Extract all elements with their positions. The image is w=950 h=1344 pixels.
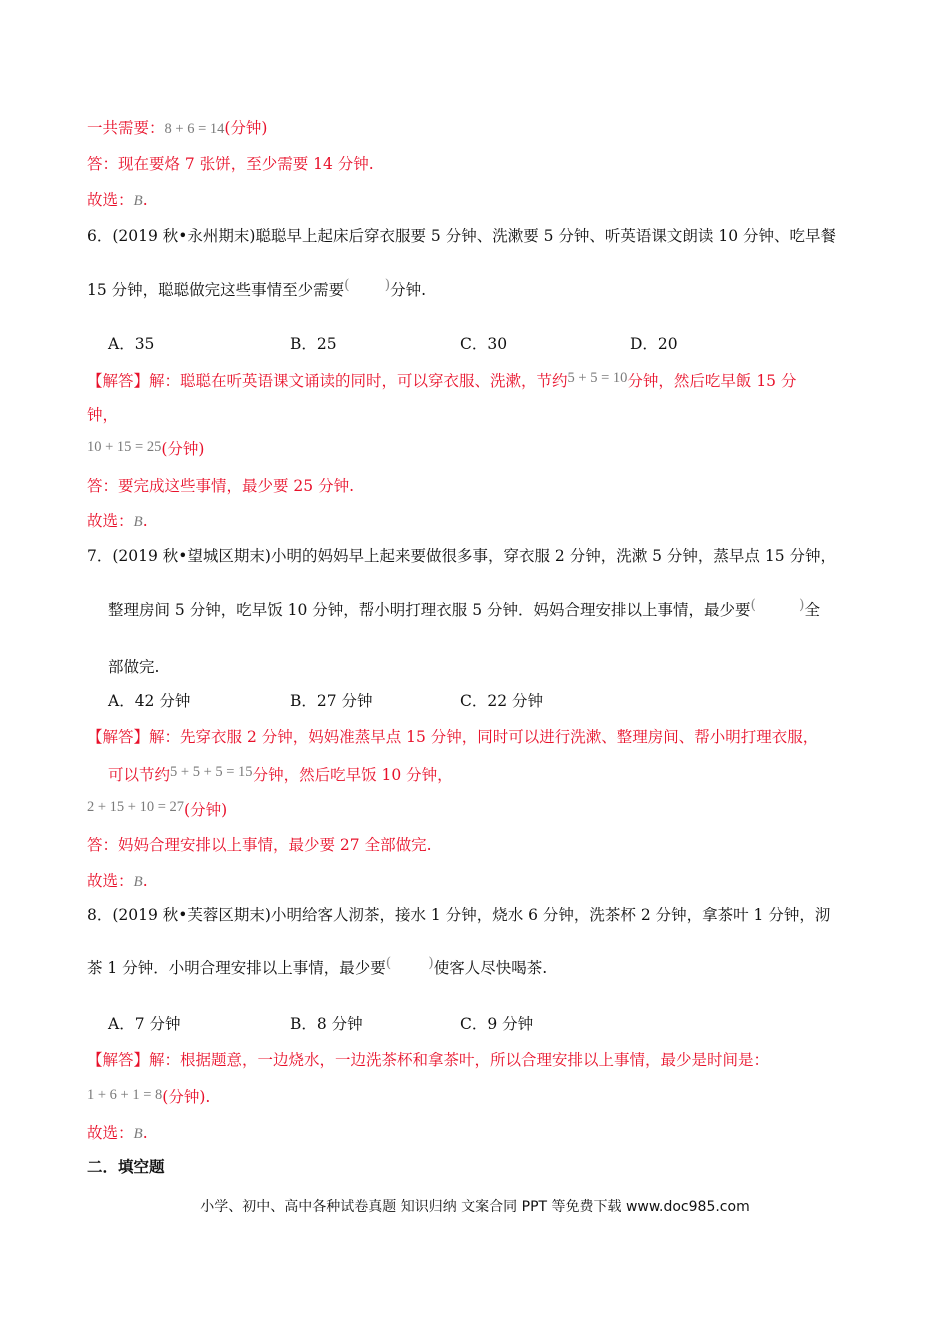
q6-solution-line2: 钟， [87,406,119,424]
solution-tag: 【解答】 [87,372,150,390]
q7-solution-line1: 【解答】解：先穿衣服 2 分钟，妈妈准蒸早点 15 分钟，同时可以进行洗漱、整理房间、帮小明打理衣服， [87,728,819,746]
q7-choose: 故选：B. [87,872,148,890]
q7-answer: 答：妈妈合理安排以上事情，最少要 27 全部做完. [87,836,432,854]
solution-tag: 【解答】 [87,728,150,746]
q7-option-b: B．27 分钟 [290,692,373,710]
choose-5: 故选：B. [87,191,148,209]
answer-blank: ( ) [385,955,434,971]
q8-option-c: C．9 分钟 [460,1015,534,1033]
q8-option-b: B．8 分钟 [290,1015,363,1033]
q8-stem-line1: 8．(2019 秋•芙蓉区期末)小明给客人沏茶，接水 1 分钟，烧水 6 分钟，洗茶杯 2 分钟，拿茶叶 1 分钟，沏 [87,906,831,924]
total-label: 一共需要： [87,119,165,137]
q8-solution-line1: 【解答】解：根据题意，一边烧水，一边洗茶杯和拿茶叶，所以合理安排以上事情，最少是时间是： [87,1051,770,1069]
solution-tag: 【解答】 [87,1051,150,1069]
q6-stem-line1: 6．(2019 秋•永州期末)聪聪早上起床后穿衣服要 5 分钟、洗漱要 5 分钟、听英语课文朗读 10 分钟、吃早餐 [87,227,836,245]
q8-stem-line2: 茶 1 分钟．小明合理安排以上事情，最少要( ) 使客人尽快喝茶. [87,955,548,977]
q8-calc: 1 + 6 + 1 = 8(分钟). [87,1087,211,1106]
q6-solution-line1: 【解答】解：聪聪在听英语课文诵读的同时，可以穿衣服、洗漱，节约5 + 5 = 10分钟，然后吃早飯 15 分 [87,370,797,390]
total-line [87,118,267,139]
footer-text: 小学、初中、高中各种试卷真题 知识归纳 文案合同 PPT 等免费下载 www.doc985.com [200,1199,750,1215]
total-unit: (分钟) [224,119,268,137]
answer-blank: ( ) [750,597,805,613]
q7-stem-line1: 7．(2019 秋•望城区期末)小明的妈妈早上起来要做很多事，穿衣服 2 分钟，洗漱 5 分钟，蒸早点 15 分钟， [87,547,836,565]
q6-stem-line2: 15 分钟，聪聪做完这些事情至少需要( ) 分钟. [87,277,427,299]
q8-choose: 故选：B. [87,1124,148,1142]
q7-stem-line3: 部做完. [108,658,160,676]
q7-stem-line2: 整理房间 5 分钟，吃早饭 10 分钟，帮小明打理衣服 5 分钟．妈妈合理安排以上事情，最少要( ) 全 [108,597,821,619]
q6-choose: 故选：B. [87,512,148,530]
q6-option-c: C．30 [460,335,508,353]
answer-5: 答：现在要烙 7 张饼，至少需要 14 分钟. [87,155,374,173]
q6-option-b: B．25 [290,335,337,353]
q6-option-d: D．20 [630,335,678,353]
q6-calc: 10 + 15 = 25(分钟) [87,439,205,458]
q7-option-c: C．22 分钟 [460,692,544,710]
q8-option-a: A．7 分钟 [108,1015,181,1033]
q6-option-a: A．35 [108,335,155,353]
section-heading: 二．填空题 [87,1157,165,1176]
answer-blank: ( ) [344,277,391,293]
q6-answer: 答：要完成这些事情，最少要 25 分钟. [87,477,355,495]
total-expr: 8 + 6 = 14 [164,121,225,137]
q7-solution-line2: 可以节约5 + 5 + 5 = 15分钟，然后吃早饭 10 分钟， [108,764,453,784]
q7-option-a: A．42 分钟 [108,692,191,710]
q7-calc: 2 + 15 + 10 = 27(分钟) [87,799,228,819]
